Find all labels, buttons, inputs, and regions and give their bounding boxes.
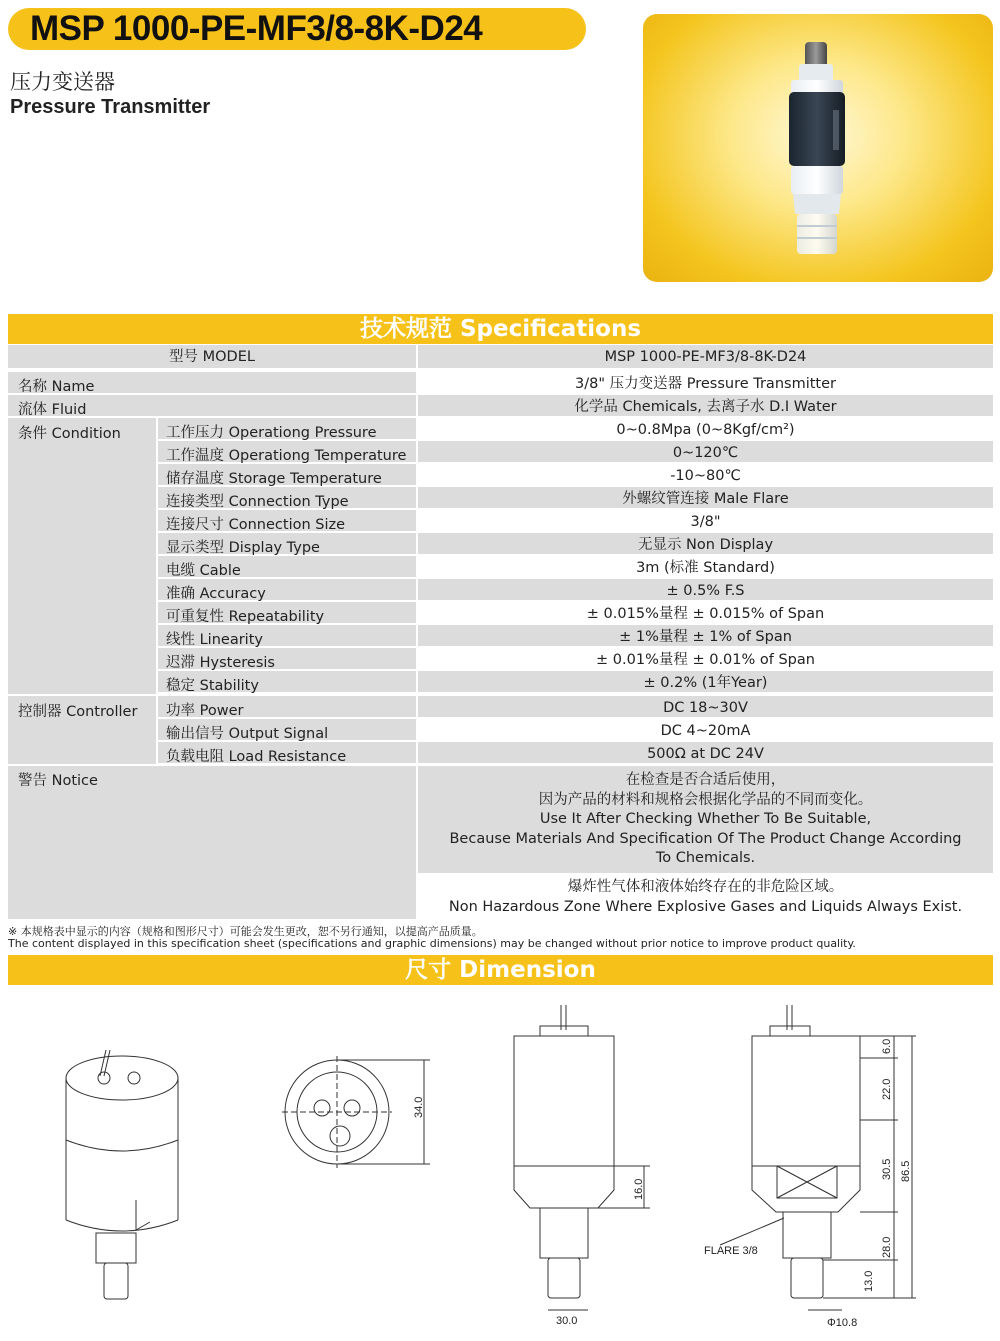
notice-text-1 <box>418 771 993 869</box>
table-row <box>8 742 993 763</box>
spec-label: 连接类型 Connection Type <box>158 487 416 508</box>
table-row <box>8 671 993 692</box>
table-row <box>8 696 993 717</box>
name-label: 名称 Name <box>8 372 416 393</box>
spec-value: ± 1%量程 ± 1% of Span <box>418 625 993 646</box>
spec-value: 3m (标准 Standard) <box>418 556 993 577</box>
perspective-view <box>66 1050 178 1299</box>
condition-label: 条件 Condition <box>8 418 156 694</box>
dim-13: 13.0 <box>863 1270 875 1292</box>
spec-label: 电缆 Cable <box>158 556 416 577</box>
table-row <box>8 625 993 646</box>
notice-line: 在检查是否合适后使用， <box>625 772 786 788</box>
spec-label: 功率 Power <box>158 696 416 717</box>
table-row <box>8 510 993 531</box>
spec-label: 输出信号 Output Signal <box>158 719 416 740</box>
fluid-value: 化学品 Chemicals, 去离子水 D.I Water <box>418 395 993 416</box>
dim-30-5: 30.5 <box>881 1158 893 1180</box>
table-row <box>8 464 993 485</box>
top-view <box>282 1056 430 1168</box>
footnote-en: The content displayed in this specification sheet (specifications and graphic dimensions) may be changed without prior notice to improve product quality. <box>8 936 856 950</box>
subtitle-cn: 压力变送器 <box>10 70 115 94</box>
spec-label: 储存温度 Storage Temperature <box>158 464 416 485</box>
notice-line: Use It After Checking Whether To Be Suitable, <box>539 811 872 827</box>
model-label: 型号 MODEL <box>8 345 416 368</box>
notice-line: Because Materials And Specification Of The Product Change According <box>449 830 962 847</box>
spec-label: 可重复性 Repeatability <box>158 602 416 623</box>
spec-value: 无显示 Non Display <box>418 533 993 554</box>
spec-value: DC 4~20mA <box>418 719 993 740</box>
notice-line: 爆炸性气体和液体始终存在的非危险区域。 <box>567 879 844 895</box>
dim-16: 16.0 <box>633 1178 645 1200</box>
dim-28: 28.0 <box>881 1236 893 1258</box>
name-value: 3/8" 压力变送器 Pressure Transmitter <box>418 372 993 393</box>
spec-label: 显示类型 Display Type <box>158 533 416 554</box>
spec-label: 线性 Linearity <box>158 625 416 646</box>
dim-34: 34.0 <box>413 1096 425 1118</box>
spec-value: DC 18~30V <box>418 696 993 717</box>
controller-label: 控制器 Controller <box>8 696 156 764</box>
dim-6: 6.0 <box>881 1038 893 1054</box>
spec-label: 稳定 Stability <box>158 671 416 692</box>
footnote-cn: ※ 本规格表中显示的内容（规格和图形尺寸）可能会发生更改，恕不另行通知，以提高产品质量。 <box>8 925 483 938</box>
spec-value: 0~0.8Mpa (0~8Kgf/cm²) <box>418 418 993 439</box>
table-row <box>8 648 993 669</box>
spec-label: 迟滞 Hysteresis <box>158 648 416 669</box>
table-row <box>8 579 993 600</box>
spec-value: 0~120℃ <box>418 441 993 462</box>
spec-value: ± 0.5% F.S <box>418 579 993 600</box>
table-row <box>8 556 993 577</box>
dimension-drawings <box>0 990 1000 1341</box>
notice-text-2 <box>418 878 993 917</box>
spec-value: 外螺纹管连接 Male Flare <box>418 487 993 508</box>
table-row-fluid <box>8 395 993 416</box>
spec-label: 工作压力 Operationg Pressure <box>158 418 416 439</box>
subtitle-en: Pressure Transmitter <box>10 96 211 118</box>
fluid-label: 流体 Fluid <box>8 395 416 416</box>
notice-line: 因为产品的材料和规格会根据化学品的不同而变化。 <box>538 791 873 808</box>
spec-value: 500Ω at DC 24V <box>418 742 993 763</box>
product-photo <box>643 14 993 282</box>
table-row-name <box>8 372 993 393</box>
table-row <box>8 719 993 740</box>
footnote <box>8 926 856 949</box>
specifications-header: 技术规范 Specifications <box>8 314 993 344</box>
table-row <box>8 602 993 623</box>
spec-label: 连接尺寸 Connection Size <box>158 510 416 531</box>
table-row-model <box>8 345 993 368</box>
dimension-header: 尺寸 Dimension <box>8 955 993 985</box>
dim-10-8: Φ10.8 <box>827 1317 858 1329</box>
dim-22: 22.0 <box>881 1078 893 1100</box>
notice-line: Non Hazardous Zone Where Explosive Gases and Liquids Always Exist. <box>448 898 963 915</box>
spec-label: 准确 Accuracy <box>158 579 416 600</box>
table-row <box>8 533 993 554</box>
spec-value: 3/8" <box>418 510 993 531</box>
dim-30: 30.0 <box>556 1315 578 1327</box>
notice-label: 警告 Notice <box>8 766 416 919</box>
spec-value: ± 0.015%量程 ± 0.015% of Span <box>418 602 993 623</box>
model-title: MSP 1000-PE-MF3/8-8K-D24 <box>8 8 586 50</box>
table-row <box>8 441 993 462</box>
spec-value: ± 0.01%量程 ± 0.01% of Span <box>418 648 993 669</box>
front-view <box>514 1005 650 1310</box>
notice-line: To Chemicals. <box>655 850 756 866</box>
model-value: MSP 1000-PE-MF3/8-8K-D24 <box>418 345 993 368</box>
spec-value: -10~80℃ <box>418 464 993 485</box>
transmitter-illustration <box>643 14 993 282</box>
spec-value: ± 0.2% (1年Year) <box>418 671 993 692</box>
table-row <box>8 487 993 508</box>
dim-86-5: 86.5 <box>900 1160 912 1182</box>
spec-label: 负载电阻 Load Resistance <box>158 742 416 763</box>
flare-label: FLARE 3/8 <box>704 1245 758 1257</box>
table-row <box>8 418 993 439</box>
spec-label: 工作温度 Operationg Temperature <box>158 441 416 462</box>
